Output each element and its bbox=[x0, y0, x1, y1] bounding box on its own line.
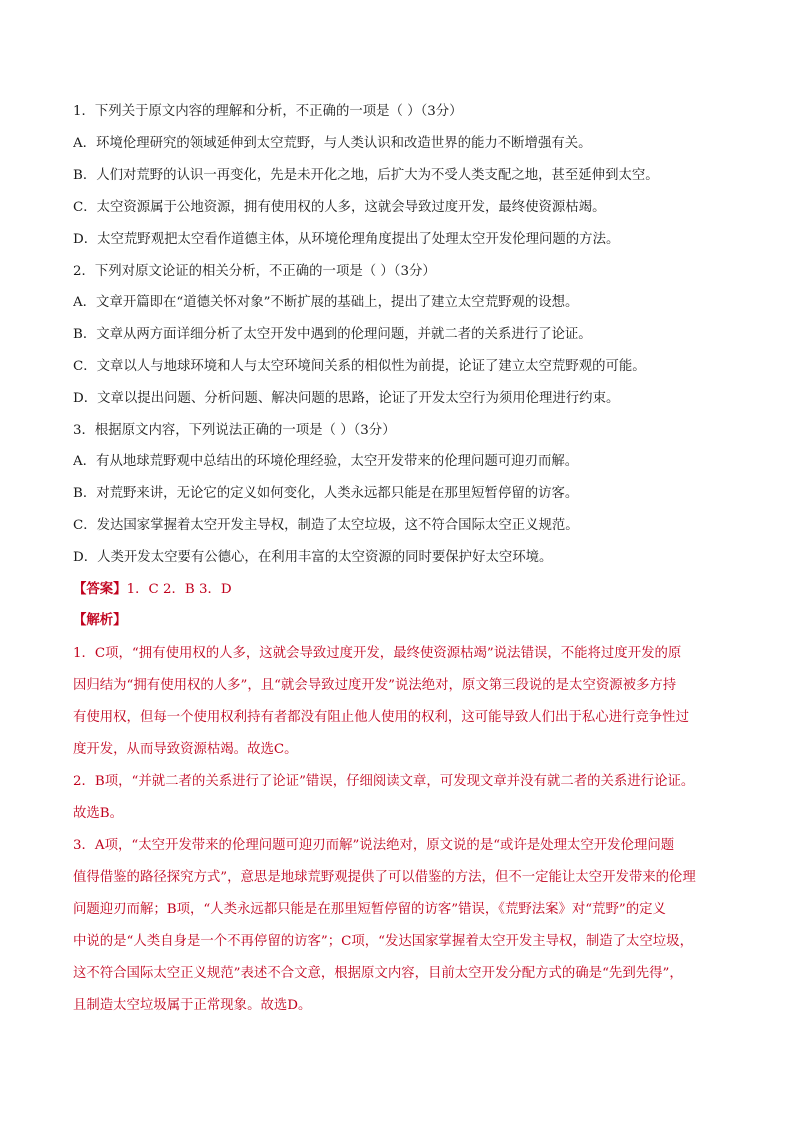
analysis-line-4: 度开发，从而导致资源枯竭。故选C。 bbox=[73, 742, 298, 757]
question-2-option-c: C．文章以人与地球环境和人与太空环境间关系的相似性为前提，论证了建立太空荒野观的可能。 bbox=[73, 359, 646, 374]
question-1-option-b: B．人们对荒野的认识一再变化，先是未开化之地，后扩大为不受人类支配之地，甚至延伸到太空。 bbox=[73, 168, 659, 183]
analysis-line-5: 2．B项，“并就二者的关系进行了论证”错误，仔细阅读文章，可发现文章并没有就二者的关系进行论证。 bbox=[73, 774, 695, 789]
question-1-option-a: A．环境伦理研究的领域延伸到太空荒野，与人类认识和改造世界的能力不断增强有关。 bbox=[73, 136, 592, 151]
question-1-option-c: C．太空资源属于公地资源，拥有使用权的人多，这就会导致过度开发，最终使资源枯竭。 bbox=[73, 200, 606, 215]
analysis-line-12: 且制造太空垃圾属于正常现象。故选D。 bbox=[73, 998, 312, 1013]
question-3-stem: 3．根据原文内容，下列说法正确的一项是（ ）（3分） bbox=[73, 423, 396, 438]
analysis-line-2: 因归结为“拥有使用权的人多”，且“就会导致过度开发”说法绝对，原文第三段说的是太空资源被多方持 bbox=[73, 678, 677, 693]
analysis-line-6: 故选B。 bbox=[73, 806, 124, 821]
question-2-option-d: D．文章以提出问题、分析问题、解决问题的思路，论证了开发太空行为须用伦理进行约束。 bbox=[73, 391, 620, 406]
analysis-line-9: 问题迎刃而解；B项，“人类永远都只能是在那里短暂停留的访客”错误，《荒野法案》对“荒野”的定义 bbox=[73, 902, 666, 917]
question-3-option-b: B．对荒野来讲，无论它的定义如何变化，人类永远都只能是在那里短暂停留的访客。 bbox=[73, 486, 579, 501]
question-2-option-a: A．文章开篇即在“道德关怀对象”不断扩展的基础上，提出了建立太空荒野观的设想。 bbox=[73, 295, 579, 310]
question-1-option-d: D．太空荒野观把太空看作道德主体，从环境伦理角度提出了处理太空开发伦理问题的方法。 bbox=[73, 232, 620, 247]
answer-text: 1．C 2．B 3．D bbox=[126, 582, 232, 597]
question-2-option-b: B．文章从两方面详细分析了太空开发中遇到的伦理问题，并就二者的关系进行了论证。 bbox=[73, 327, 592, 342]
analysis-label: 【解析】 bbox=[73, 612, 127, 628]
analysis-line-1: 1．C项，“拥有使用权的人多，这就会导致过度开发，最终使资源枯竭”说法错误，不能将过度开发的原 bbox=[73, 646, 682, 661]
question-3-option-a: A．有从地球荒野观中总结出的环境伦理经验，太空开发带来的伦理问题可迎刃而解。 bbox=[73, 454, 579, 469]
answer-label: 【答案】 bbox=[73, 581, 127, 597]
analysis-line-11: 这不符合国际太空正义规范”表述不合文意，根据原文内容，目前太空开发分配方式的确是“先到先得”， bbox=[73, 966, 683, 981]
analysis-line-7: 3．A项，“太空开发带来的伦理问题可迎刃而解”说法绝对，原文说的是“或许是处理太空开发伦理问题 bbox=[73, 838, 675, 853]
answer-line bbox=[73, 580, 733, 599]
question-3-option-c: C．发达国家掌握着太空开发主导权，制造了太空垃圾，这不符合国际太空正义规范。 bbox=[73, 518, 579, 533]
analysis-line-10: 中说的是“人类自身是一个不再停留的访客”；C项，“发达国家掌握着太空开发主导权，制造了太空垃圾， bbox=[73, 934, 693, 949]
question-2-stem: 2．下列对原文论证的相关分析，不正确的一项是（ ）（3分） bbox=[73, 264, 436, 279]
analysis-line-3: 有使用权，但每一个使用权利持有者都没有阻止他人使用的权利，这可能导致人们出于私心进行竞争性过 bbox=[73, 710, 689, 725]
analysis-line-8: 值得借鉴的路径探究方式”，意思是地球荒野观提供了可以借鉴的方法，但不一定能让太空开发带来的伦理 bbox=[73, 870, 696, 885]
question-1-stem: 1．下列关于原文内容的理解和分析，不正确的一项是（ ）（3分） bbox=[73, 104, 463, 119]
question-3-option-d: D．人类开发太空要有公德心，在利用丰富的太空资源的同时要保护好太空环境。 bbox=[73, 550, 553, 565]
